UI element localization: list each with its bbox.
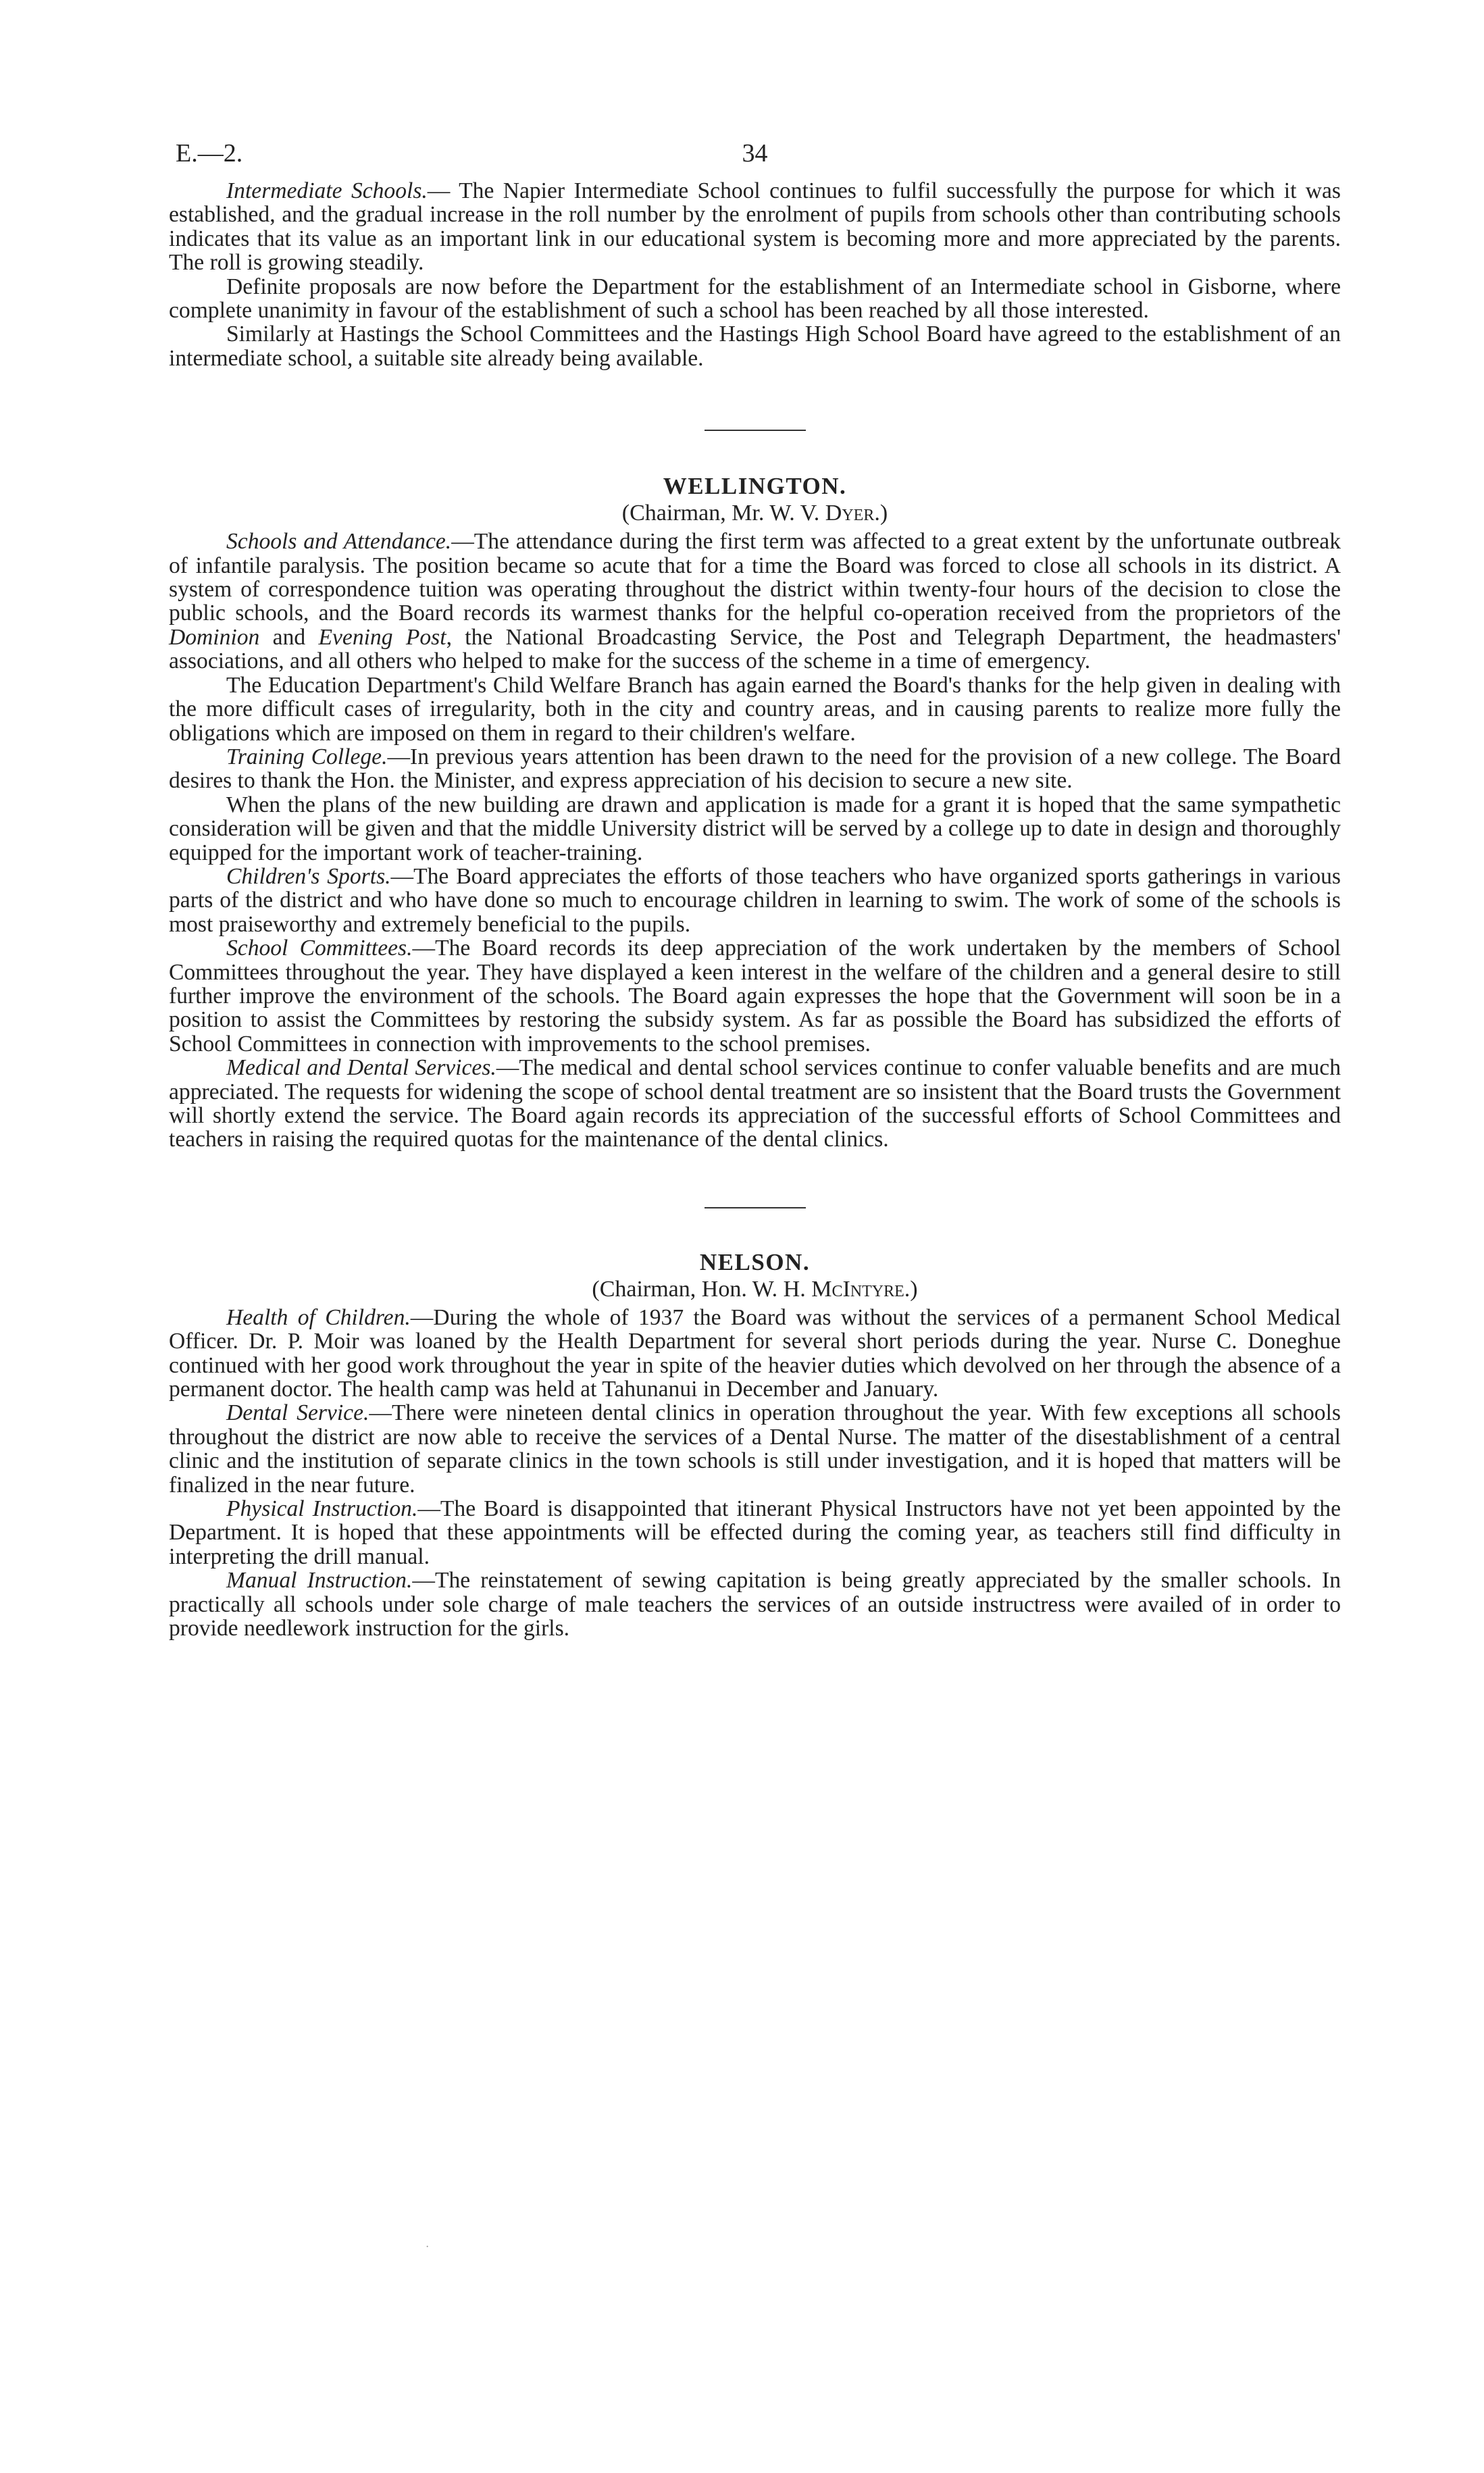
paragraph-lead: Physical Instruction. <box>226 1496 418 1522</box>
paragraph-body: Definite proposals are now before the Department for the establishment of an Intermediate school in Gisborne, where complete unanimity in favour of the establishment of such a school has been reached by all those interested. <box>169 274 1341 324</box>
wellington-section <box>169 473 1341 1152</box>
paragraph-lead: School Committees. <box>226 936 413 961</box>
paragraph-lead: Dental Service. <box>226 1400 369 1426</box>
document-page <box>169 138 1341 1641</box>
paragraph <box>169 1569 1341 1640</box>
paragraph-body: —The medical and dental school services continue to confer valuable benefits and are much appreciated. The requests for widening the scope of school dental treatment are so insistent that the Board trusts the Government will shortly extend the service. The Board again records its appreciation of the successful efforts of School Committees and teachers in raising the required quotas for the maintenance of the dental clinics. <box>169 1055 1341 1152</box>
paragraph: Schools and Attendance.—The attendance during the first term was affected to a great extent by the unfortunate outbreak of infantile paralysis. The position became so acute that for a time the Board was forced to close all schools in its district. A system of correspondence tuition was operating throughout the district within twenty-four hours of the decision to close the public schools, and the Board records its warmest thanks for the helpful co-operation received from the proprietors of the Dominion and Evening Post, the National Broadcasting Service, the Post and Telegraph Department, the headmasters' associations, and all others who helped to make for the success of the scheme in a time of emergency. <box>169 529 1341 674</box>
paragraph-body: When the plans of the new building are drawn and application is made for a grant it is hoped that the same sympathetic consideration will be given and that the middle University district will be served by a college up to date in design and thoroughly equipped for the important work of teacher-training. <box>169 792 1341 865</box>
paragraph-lead: Children's Sports. <box>226 863 391 889</box>
paragraph-body: —The attendance during the first term was affected to a great extent by the unfortunate outbreak of infantile paralysis. The position became so acute that for a time the Board was forced to close all schools in its district. A system of correspondence tuition was operating throughout the district within twenty-four hours of the decision to close the public schools, and the Board records its warmest thanks for the helpful co-operation received from the proprietors of the <box>169 529 1341 626</box>
page-number: 34 <box>742 139 768 168</box>
paragraph <box>169 936 1341 1056</box>
paragraph <box>169 745 1341 793</box>
chairman-name: Dyer <box>825 501 875 526</box>
paragraph-body: —During the whole of 1937 the Board was without the services of a permanent School Medical Officer. Dr. P. Moir was loaned by the Health Department for several short periods during the year. Nurse C. Doneghue continued with her good work throughout the year in spite of the heavier duties which devolved on her through the absence of a permanent doctor. The health camp was held at Tahunanui in December and January. <box>169 1304 1341 1402</box>
nelson-section <box>169 1249 1341 1641</box>
paragraph <box>169 1306 1341 1402</box>
section-title: NELSON. <box>699 1248 811 1275</box>
section-code: E.—2. <box>176 139 243 168</box>
paragraph-lead: Health of Children. <box>226 1304 411 1330</box>
chairman-line: (Chairman, Mr. W. V. Dyer.) <box>621 501 888 526</box>
paragraph <box>169 673 1341 745</box>
paragraph-body: —The Board appreciates the efforts of those teachers who have organized sports gatherings in various parts of the district and who have done so much to encourage children in learning to swim. The work of some of the schools is most praiseworthy and extremely beneficial to the pupils. <box>169 863 1341 937</box>
paragraph-body: —In previous years attention has been drawn to the need for the provision of a new college. The Board desires to thank the Hon. the Minister, and express appreciation of his decision to secure a new site. <box>169 744 1341 794</box>
paragraph <box>169 275 1341 323</box>
paragraph-body: —The reinstatement of sewing capitation is being greatly appreciated by the smaller schools. In practically all schools under sole charge of male teachers the services of an outside instructress were availed of in order to provide needlework instruction for the girls. <box>169 1568 1341 1641</box>
paragraph-body: — The Napier Intermediate School continues to fulfil successfully the purpose for which it was established, and the gradual increase in the roll number by the enrolment of pupils from schools other than contributing schools indicates that its value as an important link in our educational system is becoming more and more appreciated by the parents. The roll is growing steadily. <box>169 178 1341 276</box>
paragraph <box>169 865 1341 936</box>
page-header <box>169 138 1341 179</box>
paragraph-lead: Medical and Dental Services. <box>226 1055 496 1081</box>
chairman-name: McIntyre <box>811 1276 904 1302</box>
paragraph-body: —The Board is disappointed that itinerant Physical Instructors have not yet been appointed by the Department. It is hoped that these appointments will be effected during the coming year, as teachers still find difficulty in interpreting the drill manual. <box>169 1496 1341 1569</box>
paragraph-body: —There were nineteen dental clinics in operation throughout the year. With few exceptions all schools throughout the district are now able to receive the services of a Dental Nurse. The matter of the disestablishment of a central clinic and the institution of separate clinics in the town schools is still under investigation, and it is hoped that matters will be finalized in the near future. <box>169 1400 1341 1498</box>
paragraph <box>169 322 1341 370</box>
paragraph-body: The Education Department's Child Welfare Branch has again earned the Board's thanks for the help given in dealing with the more difficult cases of irregularity, both in the city and country areas, and in causing parents to realize more fully the obligations which are imposed on them in regard to their children's welfare. <box>169 672 1341 746</box>
paragraph-body: Similarly at Hastings the School Committees and the Hastings High School Board have agreed to the establishment of an intermediate school, a suitable site already being available. <box>169 322 1341 371</box>
paragraph <box>169 1056 1341 1152</box>
newspaper-title: Evening Post <box>318 624 446 650</box>
paragraph-lead: Training College. <box>226 744 388 769</box>
paragraph-lead: Manual Instruction. <box>226 1568 413 1594</box>
paragraph-lead: Schools and Attendance. <box>226 529 452 555</box>
chairman-line: (Chairman, Hon. W. H. McIntyre.) <box>592 1276 918 1302</box>
paragraph <box>169 1497 1341 1569</box>
print-speck: · <box>426 2241 430 2253</box>
paragraph-lead: Intermediate Schools. <box>226 178 428 203</box>
paragraph <box>169 793 1341 865</box>
newspaper-title: Dominion <box>169 624 260 650</box>
paragraph <box>169 179 1341 275</box>
paragraph <box>169 1401 1341 1497</box>
section-title: WELLINGTON. <box>663 473 847 500</box>
intermediate-section <box>169 179 1341 370</box>
paragraph-body: —The Board records its deep appreciation of the work undertaken by the members of School Committees throughout the year. They have displayed a keen interest in the welfare of the children and a general desire to still further improve the environment of the schools. The Board again expresses the hope that the Government will soon be in a position to assist the Committees by restoring the subsidy system. As far as possible the Board has subsidized the efforts of School Committees in connection with improvements to the school premises. <box>169 936 1341 1056</box>
